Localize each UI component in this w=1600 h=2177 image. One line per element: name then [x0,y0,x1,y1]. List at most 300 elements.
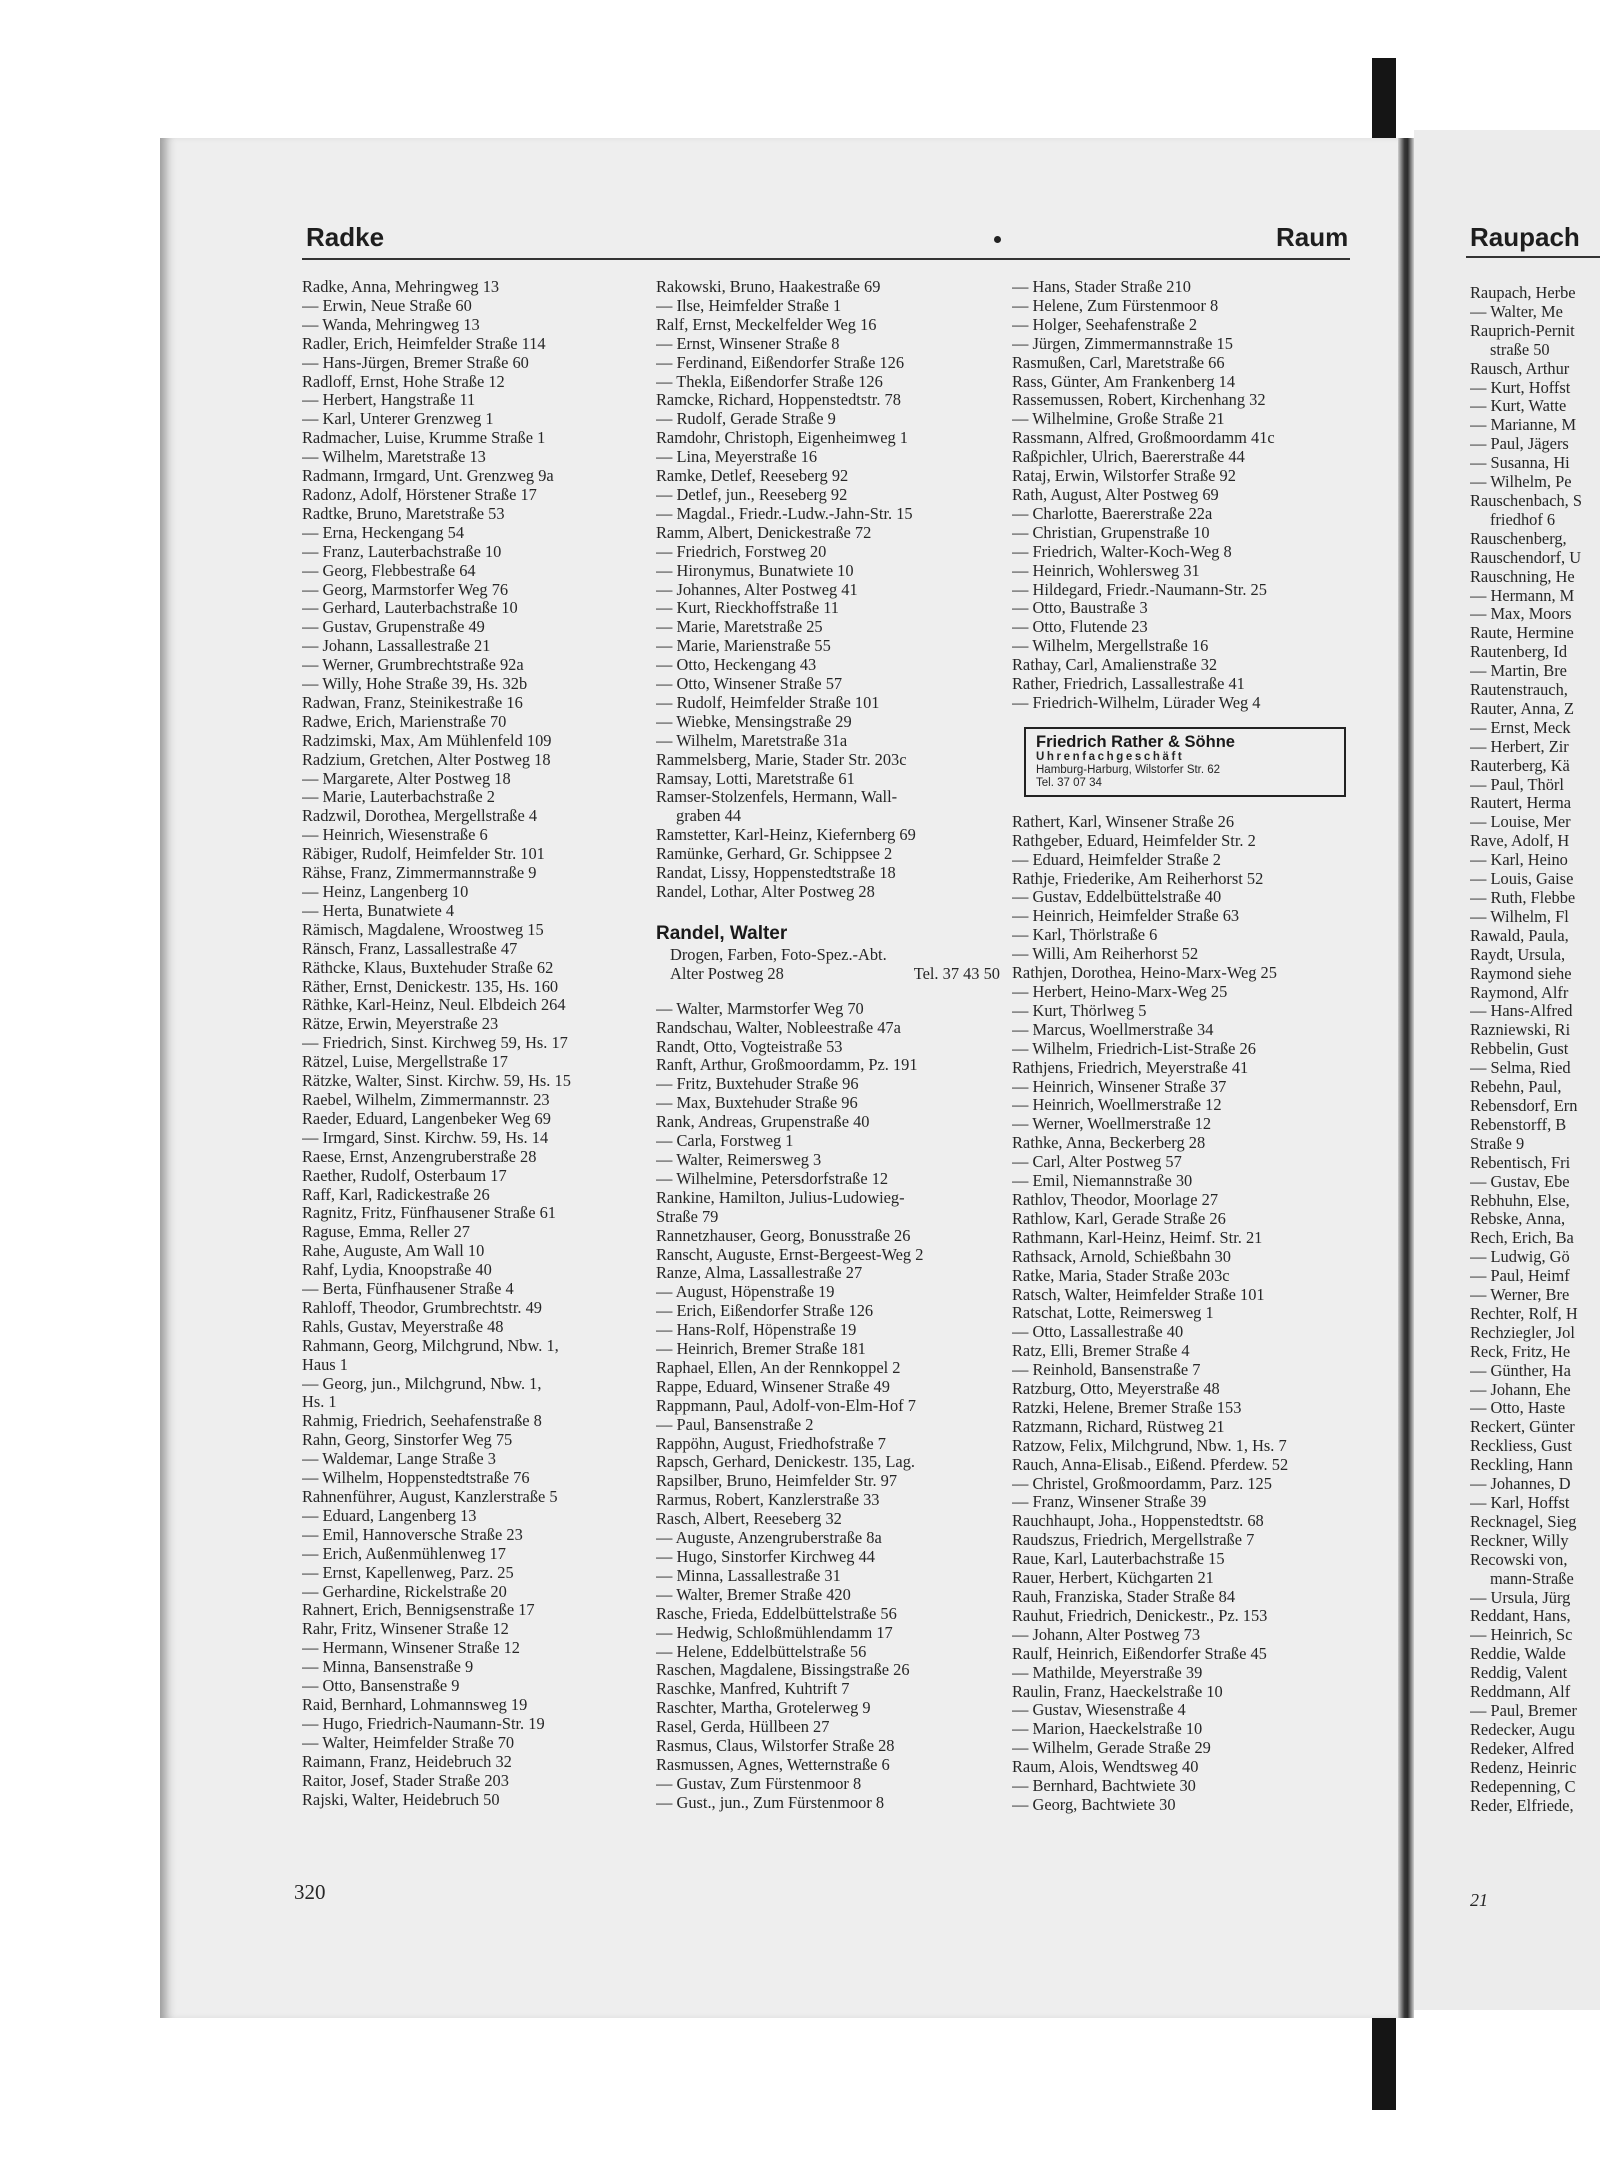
directory-entry: — Minna, Bansenstraße 9 [302,1657,474,1677]
directory-entry: Recowski von, [1470,1549,1568,1569]
directory-entry: Radzimski, Max, Am Mühlenfeld 109 [302,730,552,750]
directory-entry: — Jürgen, Zimmermannstraße 15 [1012,333,1233,353]
directory-entry: — Herbert, Hangstraße 11 [302,390,476,410]
directory-entry: — Eduard, Langenberg 13 [302,1505,477,1525]
running-head-right: Raum [1276,222,1349,252]
directory-entry: Raudszus, Friedrich, Mergellstraße 7 [1012,1530,1255,1550]
directory-entry: — Werner, Bre [1470,1285,1570,1305]
directory-entry: — Reinhold, Bansenstraße 7 [1012,1360,1201,1380]
directory-entry: — Hermann, M [1470,585,1575,605]
directory-entry: Rahmig, Friedrich, Seehafenstraße 8 [302,1411,542,1431]
directory-entry: Radke, Anna, Mehringweg 13 [302,278,500,296]
directory-entry: Rebentisch, Fri [1470,1152,1571,1172]
directory-entry: — Ernst, Winsener Straße 8 [656,333,840,353]
directory-entry: Ratz, Elli, Bremer Straße 4 [1012,1341,1190,1361]
directory-entry: — Emil, Hannoversche Straße 23 [302,1524,523,1544]
next-page-header-rule [1466,256,1600,258]
directory-entry: — Carla, Forstweg 1 [656,1131,794,1151]
directory-entry: — Paul, Jägers [1470,434,1569,454]
directory-entry: Raydt, Ursula, [1470,944,1566,964]
directory-entry: — Rudolf, Heimfelder Straße 101 [656,692,880,712]
directory-entry: — Max, Buxtehuder Straße 96 [656,1093,858,1113]
directory-entry: Ragnitz, Fritz, Fünfhausener Straße 61 [302,1203,556,1223]
directory-entry: Ramstetter, Karl-Heinz, Kiefernberg 69 [656,825,916,845]
directory-entry: Rauchhaupt, Joha., Hoppenstedtstr. 68 [1012,1511,1264,1531]
directory-entry: Rasel, Gerda, Hüllbeen 27 [656,1717,830,1737]
directory-entry: — Otto, Lassallestraße 40 [1012,1322,1184,1342]
directory-entry: Rass, Günter, Am Frankenberg 14 [1012,371,1236,391]
directory-entry: — Lina, Meyerstraße 16 [656,447,818,467]
directory-entry: Radmacher, Luise, Krumme Straße 1 [302,428,546,448]
directory-entry: — Georg, Bachtwiete 30 [1012,1794,1176,1814]
column-3-entries-b [1012,813,1360,1815]
header-dot [994,236,1001,243]
directory-entry: Reck, Fritz, He [1470,1341,1571,1361]
directory-entry: Ratzow, Felix, Milchgrund, Nbw. 1, Hs. 7 [1012,1435,1287,1455]
directory-entry: Randschau, Walter, Nobleestraße 47a [656,1017,901,1037]
directory-entry: — Ruth, Flebbe [1470,888,1576,907]
directory-entry: — Karl, Thörlstraße 6 [1012,925,1158,945]
directory-entry: — Helene, Zum Fürstenmoor 8 [1012,295,1219,315]
directory-entry: Raulin, Franz, Haeckelstraße 10 [1012,1681,1223,1701]
directory-entry: — Wilhelm, Maretstraße 13 [302,447,486,467]
ad-address: Hamburg-Harburg, Wilstorfer Str. 62 [1036,763,1221,776]
directory-entry: — Otto, Heckengang 43 [656,655,817,675]
directory-entry: Rauprich-Pernit [1470,320,1575,340]
directory-entry: — Detlef, jun., Reeseberg 92 [656,484,848,504]
directory-entry: Rataj, Erwin, Wilstorfer Straße 92 [1012,466,1236,486]
directory-entry: — Wilhelm, Fl [1470,906,1569,926]
directory-entry: Rasmus, Claus, Wilstorfer Straße 28 [656,1736,895,1756]
directory-entry: Randt, Otto, Vogteistraße 53 [656,1036,843,1056]
directory-entry: Radler, Erich, Heimfelder Straße 114 [302,333,546,353]
header-rule [302,258,1350,260]
directory-entry: Razniewski, Ri [1470,1020,1571,1040]
directory-entry: — August, Höpenstraße 19 [656,1282,835,1302]
directory-entry: Rebenstorff, B [1470,1114,1567,1134]
directory-entry: Hs. 1 [302,1392,337,1412]
page-gutter [1398,138,1414,2018]
book-spine-top [1372,58,1396,150]
directory-entry: Rebbelin, Gust [1470,1039,1569,1059]
directory-entry: — Heinz, Langenberg 10 [302,882,469,901]
directory-entry: Rebehn, Paul, [1470,1077,1562,1097]
directory-entry: Ramcke, Richard, Hoppenstedtstr. 78 [656,390,901,410]
directory-entry: Rätze, Erwin, Meyerstraße 23 [302,1014,499,1034]
ad-company-name: Friedrich Rather & Söhne [1036,732,1235,751]
directory-entry: Recknagel, Sieg [1470,1511,1577,1531]
directory-entry: — Paul, Bansenstraße 2 [656,1414,814,1434]
directory-entry: Ratzburg, Otto, Meyerstraße 48 [1012,1379,1220,1399]
directory-entry: Rauterberg, Kä [1470,755,1570,775]
directory-entry: Reckling, Hann [1470,1455,1573,1475]
directory-entry: — Carl, Alter Postweg 57 [1012,1152,1182,1172]
directory-entry: — Ferdinand, Eißendorfer Straße 126 [656,352,905,372]
directory-entry: — Walter, Marmstorfer Weg 70 [656,998,864,1018]
directory-column-3 [1012,278,1360,1815]
directory-entry: — Johann, Alter Postweg 73 [1012,1624,1201,1644]
directory-entry: — Gustav, Ebe [1470,1171,1570,1191]
directory-entry: — Louise, Mer [1470,812,1571,832]
directory-entry: Ratzki, Helene, Bremer Straße 153 [1012,1397,1242,1417]
directory-entry: — Kurt, Thörlweg 5 [1012,1000,1147,1020]
directory-entry: Raulf, Heinrich, Eißendorfer Straße 45 [1012,1643,1267,1663]
directory-entry: — Ludwig, Gö [1470,1247,1570,1267]
directory-entry: — Heinrich, Bremer Straße 181 [656,1339,866,1359]
directory-entry: Rathsack, Arnold, Schießbahn 30 [1012,1246,1231,1266]
directory-entry: — Paul, Thörl [1470,774,1564,794]
directory-entry: Reddmann, Alf [1470,1682,1571,1702]
directory-entry: — Johann, Ehe [1470,1379,1571,1399]
directory-entry: Ratsch, Walter, Heimfelder Straße 101 [1012,1284,1265,1304]
directory-entry: — Hans-Rolf, Höpenstraße 19 [656,1320,857,1340]
directory-entry: — Otto, Bansenstraße 9 [302,1676,460,1696]
directory-entry: mann-Straße [1490,1568,1574,1588]
directory-entry: straße 50 [1490,339,1550,359]
directory-entry: — Werner, Grumbrechtstraße 92a [302,655,524,675]
directory-entry: Rauschenbach, S [1470,490,1582,510]
directory-entry: Raid, Bernhard, Lohmannsweg 19 [302,1694,528,1714]
directory-entry: — Auguste, Anzengruberstraße 8a [656,1528,882,1548]
directory-entry: — Marie, Lauterbachstraße 2 [302,787,495,807]
directory-entry: — Johann, Lassallestraße 21 [302,636,491,656]
directory-entry: — Thekla, Eißendorfer Straße 126 [656,371,883,391]
directory-entry: — Herbert, Zir [1470,736,1569,756]
directory-entry: Radzium, Gretchen, Alter Postweg 18 [302,749,551,769]
directory-entry: — Eduard, Heimfelder Straße 2 [1012,849,1221,869]
directory-entry: — Holger, Seehafenstraße 2 [1012,314,1198,334]
next-page-number: 21 [1470,1890,1488,1910]
directory-entry: — Friedrich, Walter-Koch-Weg 8 [1012,541,1232,561]
directory-entry: — Selma, Ried [1470,1058,1571,1078]
directory-entry: Redenz, Heinric [1470,1757,1577,1777]
directory-entry: — Gust., jun., Zum Fürstenmoor 8 [656,1792,885,1812]
directory-entry: — Hugo, Friedrich-Naumann-Str. 19 [302,1713,545,1733]
directory-entry: — Heinrich, Wohlersweg 31 [1012,560,1200,580]
directory-entry: Radwe, Erich, Marienstraße 70 [302,711,507,731]
directory-entry: Rätzel, Luise, Mergellstraße 17 [302,1052,508,1072]
directory-entry: Reckert, Günter [1470,1417,1575,1437]
directory-entry: Rappöhn, August, Friedhofstraße 7 [656,1433,886,1453]
directory-entry: Radmann, Irmgard, Unt. Grenzweg 9a [302,466,554,486]
directory-entry: Redepenning, C [1470,1776,1576,1796]
directory-entry: Straße 79 [656,1206,719,1226]
directory-entry: Rautenstrauch, [1470,680,1568,700]
directory-entry: Ratke, Maria, Stader Straße 203c [1012,1265,1230,1285]
directory-entry: — Wilhelm, Gerade Straße 29 [1012,1738,1211,1758]
advertisement-box [1024,727,1346,797]
directory-entry: Randat, Lissy, Hoppenstedtstraße 18 [656,863,896,883]
directory-entry: — Heinrich, Woellmerstraße 12 [1012,1095,1222,1115]
directory-entry: Rauh, Franziska, Stader Straße 84 [1012,1587,1236,1606]
directory-entry: — Fritz, Buxtehuder Straße 96 [656,1074,859,1094]
directory-entry: — Marianne, M [1470,415,1577,435]
directory-entry: — Walter, Me [1470,301,1563,321]
directory-entry: Raimann, Franz, Heidebruch 32 [302,1751,512,1771]
directory-entry: Rajski, Walter, Heidebruch 50 [302,1789,500,1809]
directory-entry: Rahe, Auguste, Am Wall 10 [302,1241,485,1261]
directory-entry: — Waldemar, Lange Straße 3 [302,1449,496,1469]
directory-entry: — Karl, Hoffst [1470,1493,1570,1512]
directory-entry: Raymond siehe [1470,963,1572,983]
directory-entry: Rahnenführer, August, Kanzlerstraße 5 [302,1487,558,1506]
directory-entry: — Willy, Hohe Straße 39, Hs. 32b [302,674,528,694]
directory-entry: — Mathilde, Meyerstraße 39 [1012,1662,1203,1682]
directory-entry: Rappe, Eduard, Winsener Straße 49 [656,1376,890,1396]
directory-entry: — Ernst, Kapellenweg, Parz. 25 [302,1562,514,1582]
directory-entry: Rahf, Lydia, Knoopstraße 40 [302,1260,492,1280]
directory-entry: — Gerhardine, Rickelstraße 20 [302,1581,507,1601]
directory-entry: Raue, Karl, Lauterbachstraße 15 [1012,1549,1225,1569]
directory-entry: — Erich, Eißendorfer Straße 126 [656,1301,874,1321]
directory-entry: Ratzmann, Richard, Rüstweg 21 [1012,1416,1225,1436]
directory-entry: — Gustav, Eddelbüttelstraße 40 [1012,887,1222,907]
directory-entry: — Erna, Heckengang 54 [302,522,465,542]
directory-entry: — Heinrich, Sc [1470,1625,1573,1645]
directory-entry: Rechter, Rolf, H [1470,1303,1578,1323]
directory-entry: — Erwin, Neue Straße 60 [302,295,472,315]
directory-entry: Raschter, Martha, Grotelerweg 9 [656,1698,871,1718]
page-number: 320 [294,1880,326,1904]
directory-entry: Rasche, Frieda, Eddelbüttelstraße 56 [656,1603,897,1623]
directory-entry: Rathay, Carl, Amalienstraße 32 [1012,655,1218,675]
directory-entry: Radloff, Ernst, Hohe Straße 12 [302,371,505,391]
directory-entry: — Magdal., Friedr.-Ludw.-Jahn-Str. 15 [656,503,913,523]
directory-entry: Rahnert, Erich, Bennigsenstraße 17 [302,1600,535,1620]
directory-entry: — Karl, Unterer Grenzweg 1 [302,409,494,429]
directory-entry: — Gustav, Grupenstraße 49 [302,617,485,637]
directory-entry: Reckner, Willy [1470,1530,1569,1550]
directory-entry: Ramser-Stolzenfels, Hermann, Wall- [656,787,898,807]
directory-entry: Rahr, Fritz, Winsener Straße 12 [302,1619,509,1639]
directory-entry: Rathjens, Friedrich, Meyerstraße 41 [1012,1057,1249,1077]
directory-entry: — Kurt, Watte [1470,396,1567,416]
directory-entry: Rahls, Gustav, Meyerstraße 48 [302,1316,504,1336]
directory-entry: — Wilhelm, Hoppenstedtstraße 76 [302,1468,530,1488]
directory-entry: — Wilhelm, Pe [1470,472,1572,492]
directory-entry: Rannetzhauser, Georg, Bonusstraße 26 [656,1225,911,1245]
directory-entry: — Walter, Bremer Straße 420 [656,1584,851,1604]
directory-entry: Rebske, Anna, [1470,1209,1566,1229]
directory-entry: — Max, Moors [1470,604,1572,624]
directory-entry: — Johannes, D [1470,1474,1571,1494]
directory-entry: — Werner, Woellmerstraße 12 [1012,1114,1212,1134]
directory-entry: — Minna, Lassallestraße 31 [656,1565,841,1585]
directory-entry: — Marion, Haeckelstraße 10 [1012,1719,1203,1739]
directory-entry: Reddig, Valent [1470,1663,1568,1683]
directory-entry: — Franz, Lauterbachstraße 10 [302,541,502,561]
directory-entry: Rauch, Anna-Elisab., Eißend. Pferdew. 52 [1012,1454,1289,1474]
directory-entry: Rathjen, Dorothea, Heino-Marx-Weg 25 [1012,963,1277,983]
directory-entry: — Karl, Heino [1470,850,1568,870]
directory-entry: Rasmussen, Agnes, Wetternstraße 6 [656,1754,890,1774]
directory-entry: Rautenberg, Id [1470,642,1568,662]
directory-entry: Rarmus, Robert, Kanzlerstraße 33 [656,1490,880,1510]
directory-entry: — Wilhelmine, Petersdorfstraße 12 [656,1168,889,1188]
display-entry-address: Alter Postweg 28 [670,963,784,983]
directory-entry: Rath, August, Alter Postweg 69 [1012,484,1219,504]
directory-entry: Raphael, Ellen, An der Rennkoppel 2 [656,1357,901,1377]
directory-entry: — Wiebke, Mensingstraße 29 [656,711,852,731]
directory-entry: Rankine, Hamilton, Julius-Ludowieg- [656,1187,905,1207]
directory-entry: — Marcus, Woellmerstraße 34 [1012,1019,1214,1039]
directory-entry: — Wilhelm, Maretstraße 31a [656,730,848,750]
directory-entry: graben 44 [676,806,742,826]
directory-entry: — Gerhard, Lauterbachstraße 10 [302,598,518,618]
directory-entry: — Paul, Heimf [1470,1266,1570,1286]
directory-entry: Rahmann, Georg, Milchgrund, Nbw. 1, [302,1335,559,1355]
directory-entry: — Johannes, Alter Postweg 41 [656,579,858,599]
directory-entry: Straße 9 [1470,1133,1525,1153]
directory-entry: Reddant, Hans, [1470,1606,1571,1626]
directory-entry: Rassmann, Alfred, Großmoordamm 41c [1012,428,1275,448]
directory-entry: Rausch, Arthur [1470,358,1570,378]
directory-entry: — Louis, Gaise [1470,869,1574,889]
directory-entry: — Hedwig, Schloßmühlendamm 17 [656,1622,893,1642]
directory-entry: Rathlov, Theodor, Moorlage 27 [1012,1189,1219,1209]
directory-entry: Radtke, Bruno, Maretstraße 53 [302,503,505,523]
directory-entry: Rebhuhn, Else, [1470,1190,1570,1210]
directory-entry: Ramm, Albert, Denickestraße 72 [656,522,872,542]
directory-entry: Raßpichler, Ulrich, Baererstraße 44 [1012,447,1245,467]
directory-entry: Rähse, Franz, Zimmermannstraße 9 [302,863,537,883]
directory-entry: — Franz, Winsener Straße 39 [1012,1492,1207,1512]
directory-entry: — Hans-Alfred [1470,1001,1573,1021]
display-entry-contact [656,965,1004,984]
directory-entry: — Walter, Heimfelder Straße 70 [302,1732,515,1752]
directory-entry: — Günther, Ha [1470,1360,1571,1380]
directory-entry: Raum, Alois, Wendtsweg 40 [1012,1757,1199,1777]
directory-entry: Rauschendorf, U [1470,547,1582,567]
directory-entry: Rammelsberg, Marie, Stader Str. 203c [656,749,907,769]
directory-entry: — Wilhelm, Friedrich-List-Straße 26 [1012,1038,1256,1058]
directory-entry: Räbiger, Rudolf, Heimfelder Str. 101 [302,844,545,864]
next-page-header: Raupach [1470,222,1580,252]
directory-entry: Räthke, Karl-Heinz, Neul. Elbdeich 264 [302,995,566,1015]
directory-entry: — Wilhelm, Mergellstraße 16 [1012,636,1209,656]
display-entry-tel: Tel. 37 43 50 [913,963,1000,983]
directory-entry: Rathke, Anna, Beckerberg 28 [1012,1133,1206,1153]
directory-entry: Rechziegler, Jol [1470,1322,1575,1342]
display-entry-business: Drogen, Farben, Foto-Spez.-Abt. [670,944,887,964]
directory-entry: — Friedrich-Wilhelm, Lürader Weg 4 [1012,692,1261,712]
directory-entry: Rauhut, Friedrich, Denickestr., Pz. 153 [1012,1605,1268,1625]
running-head-left: Radke [306,222,385,252]
directory-entry: Randel, Lothar, Alter Postweg 28 [656,882,875,901]
directory-entry: Ramke, Detlef, Reeseberg 92 [656,466,849,486]
directory-entry: Rathje, Friederike, Am Reiherhorst 52 [1012,868,1264,888]
directory-entry: — Marie, Maretstraße 25 [656,617,823,637]
directory-entry: — Hildegard, Friedr.-Naumann-Str. 25 [1012,579,1267,599]
directory-entry: Redeker, Alfred [1470,1738,1575,1758]
directory-entry: Rahn, Georg, Sinstorfer Weg 75 [302,1430,513,1450]
directory-entry: Raese, Ernst, Anzengruberstraße 28 [302,1146,537,1166]
directory-entry: Ranscht, Auguste, Ernst-Bergeest-Weg 2 [656,1244,924,1264]
ad-subtitle: Uhrenfachgeschäft [1036,750,1185,763]
directory-entry: — Friedrich, Sinst. Kirchweg 59, Hs. 17 [302,1033,568,1053]
book-spine-bottom [1372,2010,1396,2110]
directory-entry: — Berta, Fünfhausener Straße 4 [302,1279,514,1299]
directory-entry: — Hugo, Sinstorfer Kirchweg 44 [656,1547,875,1566]
directory-entry: Rakowski, Bruno, Haakestraße 69 [656,278,881,296]
directory-entry: Ramünke, Gerhard, Gr. Schippsee 2 [656,844,893,864]
directory-entry: Rank, Andreas, Grupenstraße 40 [656,1112,870,1132]
directory-entry: Ranze, Alma, Lassallestraße 27 [656,1263,863,1283]
directory-entry: Ranft, Arthur, Großmoordamm, Pz. 191 [656,1055,918,1075]
directory-entry: — Heinrich, Heimfelder Straße 63 [1012,906,1240,926]
directory-entry: Rathlow, Karl, Gerade Straße 26 [1012,1208,1226,1228]
directory-entry: — Charlotte, Baererstraße 22a [1012,503,1213,523]
directory-entry: Raeder, Eduard, Langenbeker Weg 69 [302,1108,551,1128]
directory-entry: — Kurt, Hoffst [1470,377,1571,397]
directory-entry: — Susanna, Hi [1470,453,1570,473]
column-2-entries-b [656,1000,1004,1813]
directory-entry: — Christian, Grupenstraße 10 [1012,522,1210,542]
column-3-entries-a [1012,278,1360,713]
directory-entry: — Helene, Eddelbüttelstraße 56 [656,1641,867,1661]
directory-entry: Rauter, Anna, Z [1470,698,1575,718]
directory-entry: Rebensdorf, Ern [1470,1095,1578,1115]
directory-entry: Raupach, Herbe [1470,284,1576,302]
column-2-entries-a [656,278,1004,902]
directory-entry: — Christel, Großmoordamm, Parz. 125 [1012,1473,1272,1493]
directory-entry: — Otto, Flutende 23 [1012,617,1148,637]
directory-entry: Rauschenberg, [1470,528,1567,548]
directory-entry: — Wilhelmine, Große Straße 21 [1012,409,1225,429]
directory-entry: Rautert, Herma [1470,793,1572,813]
directory-entry: Rathmann, Karl-Heinz, Heimf. Str. 21 [1012,1227,1263,1247]
directory-entry: — Gustav, Wiesenstraße 4 [1012,1700,1186,1720]
directory-entry: Reder, Elfriede, [1470,1795,1574,1815]
directory-entry: Rauschning, He [1470,566,1575,586]
directory-entry: — Georg, Marmstorfer Weg 76 [302,579,509,599]
directory-entry: Raschen, Magdalene, Bissingstraße 26 [656,1660,910,1680]
directory-entry: Ralf, Ernst, Meckelfelder Weg 16 [656,314,877,334]
directory-entry: — Walter, Reimersweg 3 [656,1149,822,1169]
directory-entry: Raether, Rudolf, Osterbaum 17 [302,1165,507,1185]
directory-entry: Rech, Erich, Ba [1470,1228,1574,1248]
directory-entry: Rappmann, Paul, Adolf-von-Elm-Hof 7 [656,1395,916,1415]
directory-entry: friedhof 6 [1490,509,1556,529]
directory-entry: Ramsay, Lotti, Maretstraße 61 [656,768,855,788]
directory-entry: Rämisch, Magdalene, Wroostweg 15 [302,919,544,939]
directory-entry: — Hans-Jürgen, Bremer Straße 60 [302,352,529,372]
directory-entry: Rapsilber, Bruno, Heimfelder Str. 97 [656,1471,898,1491]
directory-entry: — Georg, Flebbestraße 64 [302,560,476,580]
next-page-column [1470,284,1600,1815]
directory-entry: — Herta, Bunatwiete 4 [302,900,455,920]
directory-entry: — Ilse, Heimfelder Straße 1 [656,295,842,315]
directory-entry: Rapsch, Gerhard, Denickestr. 135, Lag. [656,1452,915,1472]
directory-entry: Räthcke, Klaus, Buxtehuder Straße 62 [302,957,554,977]
directory-entry: — Hermann, Winsener Straße 12 [302,1638,520,1658]
directory-entry: Rasch, Albert, Reeseberg 32 [656,1509,842,1529]
directory-entry: Raute, Hermine [1470,623,1574,643]
directory-entry: Raguse, Emma, Reller 27 [302,1222,470,1242]
directory-entry: Raschke, Manfred, Kuhtrift 7 [656,1679,850,1699]
directory-entry: Rathert, Karl, Winsener Straße 26 [1012,811,1235,831]
directory-entry: Rauer, Herbert, Küchgarten 21 [1012,1568,1214,1588]
directory-entry: Reddie, Walde [1470,1644,1566,1664]
directory-entry: — Otto, Baustraße 3 [1012,598,1148,618]
directory-entry: — Herbert, Heino-Marx-Weg 25 [1012,982,1228,1001]
directory-entry: Ramdohr, Christoph, Eigenheimweg 1 [656,428,908,448]
directory-entry: — Otto, Winsener Straße 57 [656,674,843,694]
directory-entry: Raff, Karl, Radickestraße 26 [302,1184,490,1204]
directory-entry: — Rudolf, Gerade Straße 9 [656,409,836,429]
directory-entry: — Bernhard, Bachtwiete 30 [1012,1776,1196,1796]
display-entry [656,922,1004,984]
